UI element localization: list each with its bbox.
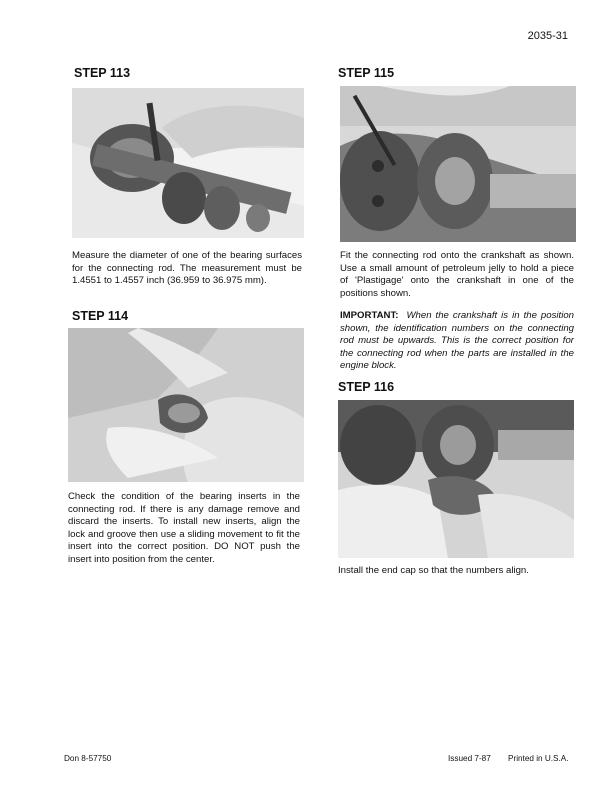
step-115-text: Fit the connecting rod onto the crankshaft as shown. Use a small amount of petroleum jelly to hold a piece of 'Plastigage' onto the crankshaft in one of the positions shown. (340, 250, 574, 299)
step-114-text: Check the condition of the bearing inserts in the connecting rod. If there is any damage remove and discard the inserts. To install new inserts, align the lock and groove then use a sliding movement to fit the insert into the correct position. DO NOT push the insert into position from the center. (68, 491, 300, 565)
step-115-title: STEP 115 (338, 66, 395, 80)
step-114-title: STEP 114 (72, 309, 129, 323)
footer-printed: Printed in U.S.A. (508, 754, 569, 763)
step-113-title: STEP 113 (74, 66, 131, 80)
important-label: IMPORTANT: (340, 310, 399, 321)
step-115-important-note (340, 310, 574, 373)
step-116-text: Install the end cap so that the numbers align. (338, 565, 529, 576)
important-text: When the crankshaft is in the position shown, the identification numbers on the connecting rod must be upwards. This is the correct position for the connecting rod when the parts are installed in the engine block. (340, 310, 574, 372)
step-114-photo (68, 328, 304, 482)
step-116-photo (338, 400, 574, 558)
footer-doc-number: Don 8-57750 (64, 754, 112, 763)
page-number: 2035-31 (527, 30, 568, 42)
footer-issued: Issued 7-87 (448, 754, 491, 763)
step-116-title: STEP 116 (338, 380, 395, 394)
step-113-text: Measure the diameter of one of the bearing surfaces for the connecting rod. The measurement must be 1.4551 to 1.4557 inch (36.959 to 36.975 mm). (72, 250, 302, 287)
step-115-photo (340, 86, 576, 242)
step-113-photo (72, 88, 304, 238)
